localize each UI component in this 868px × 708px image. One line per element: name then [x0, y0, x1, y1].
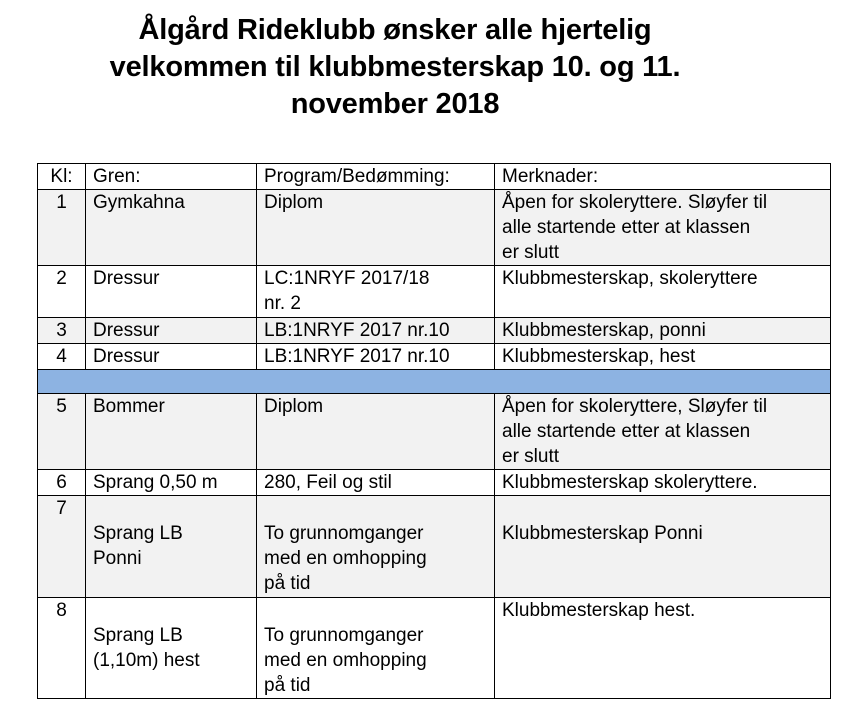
discipline: Dressur: [86, 266, 257, 318]
table-row: [38, 190, 831, 266]
table-row: [38, 266, 831, 318]
competition-program-table: [37, 163, 831, 699]
discipline: Sprang LB (1,10m) hest: [86, 598, 257, 699]
title-line: velkommen til klubbmesterskap 10. og 11.: [109, 51, 681, 83]
header-program: Program/Bedømming:: [257, 164, 495, 190]
program: Diplom: [257, 190, 495, 266]
title-line: Ålgård Rideklubb ønsker alle hjertelig: [138, 14, 652, 46]
table-row: [38, 470, 831, 496]
table-row: [38, 598, 831, 699]
table-row: [38, 318, 831, 344]
program: Diplom: [257, 394, 495, 470]
discipline: Sprang 0,50 m: [86, 470, 257, 496]
day-separator: [38, 370, 831, 394]
program: LC:1NRYF 2017/18 nr. 2: [257, 266, 495, 318]
remarks: Klubbmesterskap Ponni: [495, 496, 831, 598]
program: To grunnomganger med en omhopping på tid: [257, 598, 495, 699]
remarks: Klubbmesterskap skoleryttere.: [495, 470, 831, 496]
discipline: Dressur: [86, 344, 257, 370]
class-number: 7: [38, 496, 86, 598]
discipline: Gymkahna: [86, 190, 257, 266]
remarks: Klubbmesterskap, hest: [495, 344, 831, 370]
class-number: 2: [38, 266, 86, 318]
class-number: 1: [38, 190, 86, 266]
class-number: 6: [38, 470, 86, 496]
discipline: Dressur: [86, 318, 257, 344]
remarks: Åpen for skoleryttere. Sløyfer til alle startende etter at klassen er slutt: [495, 190, 831, 266]
class-number: 5: [38, 394, 86, 470]
remarks: Klubbmesterskap, ponni: [495, 318, 831, 344]
program: LB:1NRYF 2017 nr.10: [257, 318, 495, 344]
header-kl: Kl:: [38, 164, 86, 190]
remarks: Klubbmesterskap hest.: [495, 598, 831, 699]
table-row: [38, 496, 831, 598]
class-number: 4: [38, 344, 86, 370]
header-merknader: Merknader:: [495, 164, 831, 190]
page-title: [0, 12, 790, 123]
table-row: [38, 394, 831, 470]
title-line: november 2018: [290, 88, 500, 120]
program: LB:1NRYF 2017 nr.10: [257, 344, 495, 370]
remarks: Klubbmesterskap, skoleryttere: [495, 266, 831, 318]
class-number: 8: [38, 598, 86, 699]
header-gren: Gren:: [86, 164, 257, 190]
discipline: Bommer: [86, 394, 257, 470]
class-number: 3: [38, 318, 86, 344]
discipline: Sprang LB Ponni: [86, 496, 257, 598]
day-separator-row: [38, 370, 831, 394]
remarks: Åpen for skoleryttere, Sløyfer til alle startende etter at klassen er slutt: [495, 394, 831, 470]
table-row: [38, 344, 831, 370]
program: 280, Feil og stil: [257, 470, 495, 496]
table-header-row: [38, 164, 831, 190]
program: To grunnomganger med en omhopping på tid: [257, 496, 495, 598]
